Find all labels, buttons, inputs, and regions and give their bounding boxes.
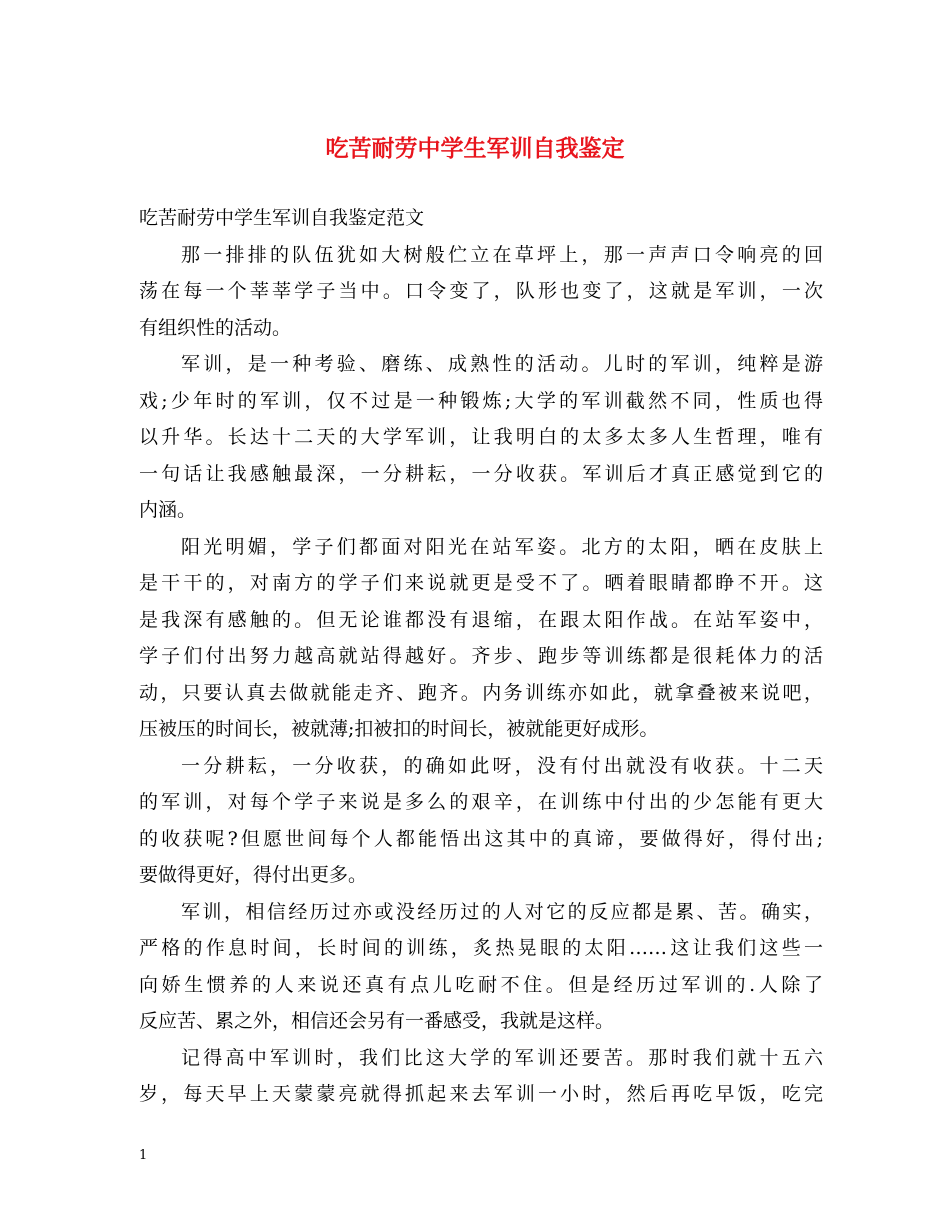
paragraph-line: 要做得更好，得付出更多。: [139, 864, 368, 886]
paragraph-line: 反应苦、累之外，相信还会另有一番感受，我就是这样。: [139, 1010, 615, 1032]
paragraph-line: 阳光明媚，学子们都面对阳光在站军姿。北方的太阳，晒在皮肤上: [181, 535, 823, 558]
paragraph-line: 压被压的时间长，被就薄;扣被扣的时间长，被就能更好成形。: [139, 718, 659, 740]
paragraph-line: 严格的作息时间，长时间的训练，炙热晃眼的太阳……这让我们这些一: [139, 937, 823, 959]
paragraph-line: 戏;少年时的军训，仅不过是一种锻炼;大学的军训截然不同，性质也得: [139, 389, 823, 412]
paragraph-line: 荡在每一个莘莘学子当中。口令变了，队形也变了，这就是军训，一次: [139, 280, 823, 302]
paragraph-line: 的军训，对每个学子来说是多么的艰辛，在训练中付出的少怎能有更大: [139, 791, 823, 813]
paragraph-line: 记得高中军训时，我们比这大学的军训还要苦。那时我们就十五六: [181, 1046, 823, 1069]
paragraph-line: 军训，是一种考验、磨练、成熟性的活动。儿时的军训，纯粹是游: [181, 353, 823, 375]
paragraph-line: 向娇生惯养的人来说还真有点儿吃耐不住。但是经历过军训的.人除了: [139, 973, 823, 996]
paragraph-line: 有组织性的活动。: [139, 316, 292, 339]
paragraph-line: 那一排排的队伍犹如大树般伫立在草坪上，那一声声口令响亮的回: [181, 243, 823, 266]
document-title: 吃苦耐劳中学生军训自我鉴定: [325, 135, 625, 162]
paragraph: [139, 748, 823, 894]
paragraph-line: 以升华。长达十二天的大学军训，让我明白的太多太多人生哲理，唯有: [139, 426, 823, 448]
paragraph-line: 军训，相信经历过亦或没经历过的人对它的反应都是累、苦。确实，: [181, 900, 823, 923]
paragraph-line: 一分耕耘，一分收获，的确如此呀，没有付出就没有收获。十二天: [181, 754, 823, 777]
paragraph: [139, 529, 823, 748]
paragraph-list: [139, 237, 823, 1113]
paragraph-line: 岁，每天早上天蒙蒙亮就得抓起来去军训一小时，然后再吃早饭，吃完: [139, 1083, 823, 1105]
paragraph: [139, 1040, 823, 1113]
document-body: [139, 200, 823, 1113]
paragraph-line: 内涵。: [139, 499, 197, 521]
paragraph: [139, 894, 823, 1040]
paragraph-line: 动，只要认真去做就能走齐、跑齐。内务训练亦如此，就拿叠被来说吧，: [139, 681, 823, 704]
paragraph-line: 一句话让我感触最深，一分耕耘，一分收获。军训后才真正感觉到它的: [139, 462, 823, 485]
paragraph-line: 学子们付出努力越高就站得越好。齐步、跑步等训练都是很耗体力的活: [139, 645, 823, 667]
paragraph: [139, 237, 823, 347]
document-subtitle: 吃苦耐劳中学生军训自我鉴定范文: [139, 207, 425, 229]
paragraph-line: 是我深有感触的。但无论谁都没有退缩，在跟太阳作战。在站军姿中，: [139, 608, 823, 631]
paragraph-line: 的收获呢?但愿世间每个人都能悟出这其中的真谛，要做得好，得付出;: [139, 827, 823, 850]
paragraph: [139, 346, 823, 529]
paragraph-line: 是干干的，对南方的学子们来说就更是受不了。晒着眼睛都睁不开。这: [139, 572, 823, 594]
page-number: 1: [139, 1148, 148, 1163]
